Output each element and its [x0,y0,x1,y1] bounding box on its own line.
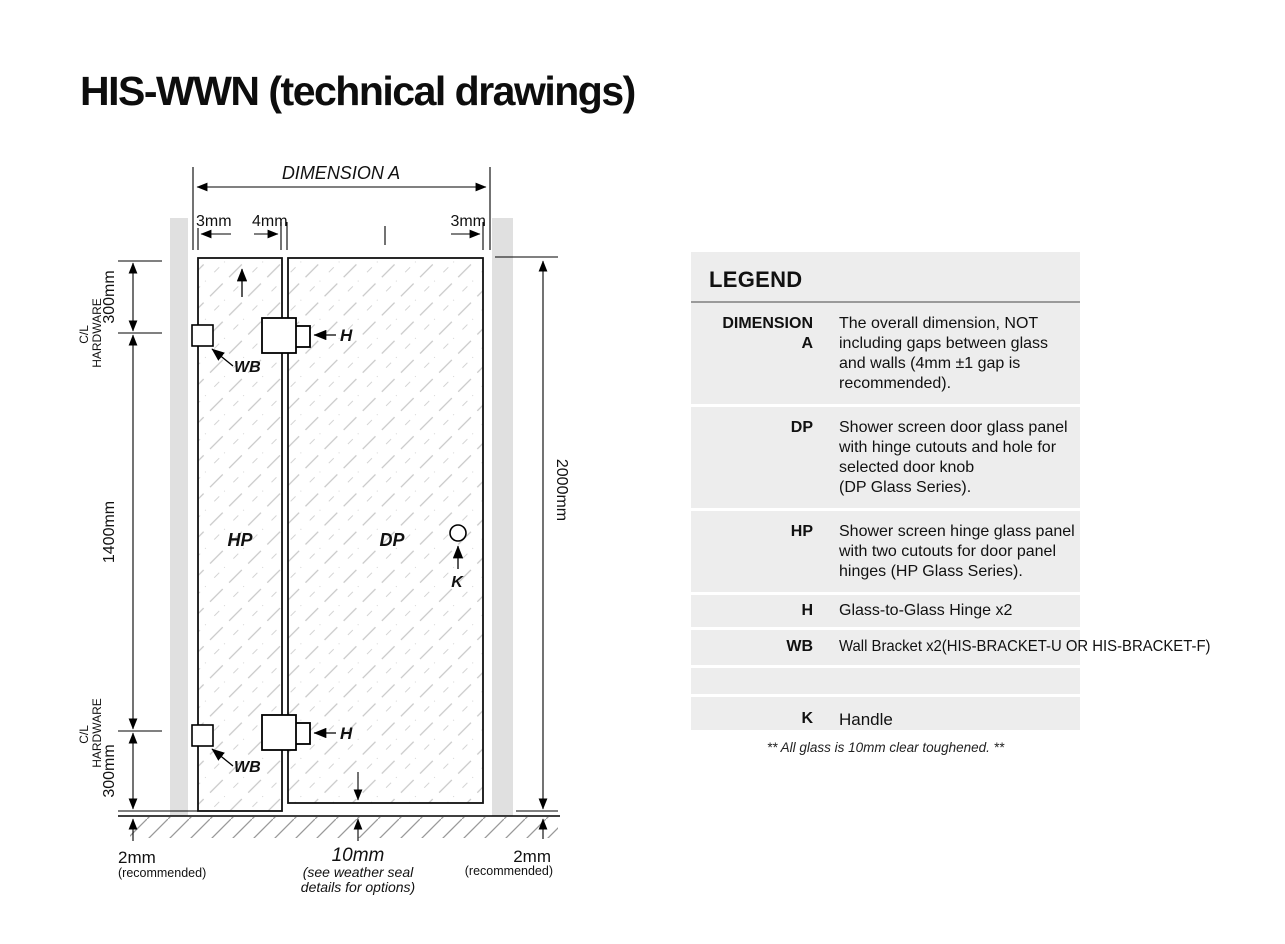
right-2mm-note: (recommended) [464,864,553,878]
top-wall-bracket [192,325,213,346]
gap-10mm-label: 10mm [331,845,385,866]
page-title: HIS-WWN (technical drawings) [80,68,635,114]
legend-desc: The overall dimension, NOT including gaps between glass and walls (4mm ±1 gap is recommended). [839,315,1049,392]
weather-seal-note-line2: details for options) [300,879,416,895]
legend-term: K [801,710,813,727]
legend-panel [691,252,1211,730]
legend-row-dimension-a [691,303,1080,404]
legend-row-dp [691,404,1080,508]
right-wall [492,218,513,816]
top-hinge-label: H [340,326,353,345]
legend-row-wb [691,627,1211,665]
left-3mm-label: 3mm [196,213,232,230]
legend-term: WB [786,638,813,655]
top-gap-dimensions [196,213,486,250]
right-2mm-label: 2mm [513,847,551,866]
legend-row-k [691,694,1080,744]
knob-label: K [451,574,463,591]
legend-row-empty [691,665,1080,694]
legend-row-hp [691,508,1080,592]
legend-term: DIMENSION A [722,315,813,352]
legend-desc: Shower screen hinge glass panel with two cutouts for door panel hinges (HP Glass Series). [839,523,1075,580]
legend-title: LEGEND [709,267,803,292]
top-bracket-label: WB [234,359,261,376]
mid-4mm-label: 4mm [252,213,288,230]
cl-hardware-bottom-label: C/L HARDWARE [77,698,104,768]
dp-panel-label: DP [379,530,405,550]
right-2000mm-label: 2000mm [553,458,570,522]
legend-term: H [801,602,813,619]
legend-desc: Glass-to-Glass Hinge x2 [839,602,1013,619]
legend-desc: Shower screen door glass panel with hinge cutouts and hole for selected door knob (DP Glass Series). [839,419,1068,496]
knob-circle [450,525,466,541]
bottom-bracket-label: WB [234,759,261,776]
left-2mm-note: (recommended) [118,866,207,880]
legend-term: HP [790,523,813,540]
left-1400mm-label: 1400mm [101,500,118,564]
bottom-hinge-label: H [340,724,353,743]
bottom-wall-bracket [192,725,213,746]
weather-seal-note-line1: (see weather seal [302,864,414,880]
legend-desc: Handle [839,710,893,729]
glass-footnote: ** All glass is 10mm clear toughened. ** [766,740,1005,755]
floor-hatching [130,817,558,838]
left-wall [170,218,188,816]
legend-term: DP [790,419,813,436]
legend-desc: Wall Bracket x2(HIS-BRACKET-U OR HIS-BRACKET-F) [839,638,1211,655]
dimension-a-label: DIMENSION A [281,163,401,183]
right-3mm-label: 3mm [450,213,486,230]
left-300mm-bottom-label: 300mm [101,744,118,798]
hp-panel-label: HP [227,530,253,550]
left-300mm-top-label: 300mm [101,270,118,324]
dimension-a [193,163,490,250]
cl-hardware-top-label: C/L HARDWARE [77,298,104,368]
legend-row-h [691,592,1080,627]
left-2mm-label: 2mm [118,848,156,867]
